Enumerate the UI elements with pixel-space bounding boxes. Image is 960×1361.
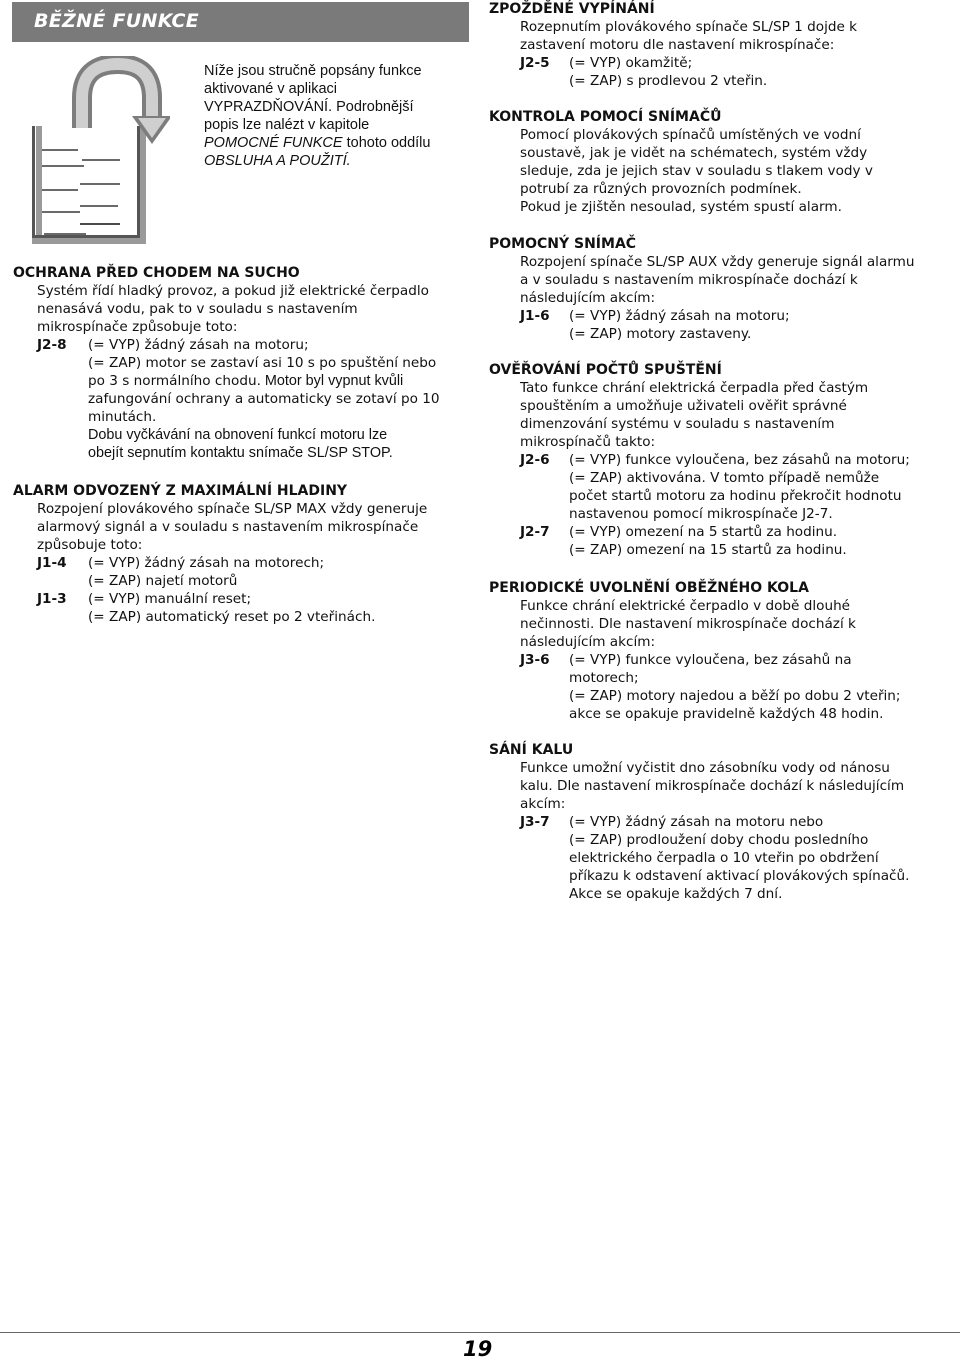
sensor-check-section: KONTROLA POMOCÍ SNÍMAČŮ Pomocí plovákových spínačů umístěných ve vodní soustavě, jak je vidět na schématech, systém vždy sleduje, zda je jejich stav v souladu s tlakem vody v potrubí za různých provozních podmínek. Pokud je zjištěn nesoulad, systém spustí alarm. bbox=[489, 108, 951, 216]
switch-code: J1-6 bbox=[520, 308, 550, 324]
max-level-title: ALARM ODVOZENÝ Z MAXIMÁLNÍ HLADINY bbox=[13, 483, 348, 499]
section-title: BĚŽNÉ FUNKCE bbox=[34, 10, 200, 32]
delayed-off-section: ZPOŽDĚNÉ VYPÍNÁNÍ Rozepnutím plovákového spínače SL/SP 1 dojde k zastavení motoru dle nastavení mikrospínače: J2-5 (= VYP) okamžitě; (= ZAP) s prodlevou 2 vteřin. bbox=[489, 0, 951, 90]
switch-code: J3-7 bbox=[520, 814, 550, 830]
impeller-title: PERIODICKÉ UVOLNĚNÍ OBĚŽNÉHO KOLA bbox=[489, 580, 809, 596]
section-header-bar bbox=[12, 2, 469, 42]
switch-code: J1-4 bbox=[37, 555, 67, 571]
start-check-section: OVĚŘOVÁNÍ POČTŮ SPUŠTĚNÍ Tato funkce chrání elektrická čerpadla před častým spouštěním a umožňuje uživateli ověřit správné dimenzování systému v souladu s nastavením mikrospínačů takto: J2-6 (= VYP) funkce vyloučena, bez zásahů na motoru; (= ZAP) aktivována. V tomto případě nemůže počet startů motoru za hodinu překročit hodnotu nastavenou pomocí mikrospínače J2-7. J2-7 (= VYP) omezení na 5 startů za hodinu. (= ZAP) omezení na 15 startů za hodinu. bbox=[489, 361, 951, 559]
switch-code: J2-8 bbox=[37, 337, 67, 353]
impeller-section: PERIODICKÉ UVOLNĚNÍ OBĚŽNÉHO KOLA Funkce chrání elektrické čerpadlo v době dlouhé nečinnosti. Dle nastavení mikrospínače dochází k následujícím akcím: J3-6 (= VYP) funkce vyloučena, bez zásahů na motorech; (= ZAP) motory najedou a běží po dobu 2 vteřin; akce se opakuje pravidelně každých 48 hodin. bbox=[489, 579, 951, 723]
aux-sensor-title: POMOCNÝ SNÍMAČ bbox=[489, 236, 637, 252]
sludge-section: SÁNÍ KALU Funkce umožní vyčistit dno zásobníku vody od nánosu kalu. Dle nastavení mikrospínače dochází k následujícím akcím: J3-7 (= VYP) žádný zásah na motoru nebo (= ZAP) prodloužení doby chodu posledního elektrického čerpadla o 10 vteřin po obdržení příkazu k odstavení aktivací plovákových spínačů. Akce se opakuje každých 7 dní. bbox=[489, 741, 951, 903]
sensor-check-title: KONTROLA POMOCÍ SNÍMAČŮ bbox=[489, 109, 722, 125]
footer-rule bbox=[0, 1332, 960, 1333]
intro-paragraph: Níže jsou stručně popsány funkce aktivované v aplikaci VYPRAZDŇOVÁNÍ. Podrobnější popis lze nalézt v kapitole POMOCNÉ FUNKCE tohoto oddílu OBSLUHA A POUŽITÍ. bbox=[204, 63, 431, 169]
switch-code: J1-3 bbox=[37, 591, 67, 607]
aux-sensor-section: POMOCNÝ SNÍMAČ Rozpojení spínače SL/SP AUX vždy generuje signál alarmu a v souladu s nastavením mikrospínače dochází k následujícím akcím: J1-6 (= VYP) žádný zásah na motoru; (= ZAP) motory zastaveny. bbox=[489, 235, 951, 343]
page-number: 19 bbox=[463, 1337, 493, 1361]
delayed-off-title: ZPOŽDĚNÉ VYPÍNÁNÍ bbox=[489, 1, 655, 17]
sludge-title: SÁNÍ KALU bbox=[489, 742, 574, 758]
switch-code: J2-6 bbox=[520, 452, 550, 468]
max-level-section: ALARM ODVOZENÝ Z MAXIMÁLNÍ HLADINY Rozpojení plovákového spínače SL/SP MAX vždy generuje alarmový signál a v souladu s nastavením mikrospínače způsobuje toto: J1-4 (= VYP) žádný zásah na motorech; (= ZAP) najetí motorů J1-3 (= VYP) manuální reset; (= ZAP) automatický reset po 2 vteřinách. bbox=[13, 482, 473, 626]
dry-run-section: OCHRANA PŘED CHODEM NA SUCHO Systém řídí hladký provoz, a pokud již elektrické čerpadlo nenasává vodu, pak to v souladu s nastavením mikrospínače způsobuje toto: J2-8 (= VYP) žádný zásah na motoru; (= ZAP) motor se zastaví asi 10 s po spuštění nebo po 3 s normálního chodu. Motor byl vypnut kvůli zafungování ochrany a automaticky se zotaví po 10 minutách. Dobu vyčkávání na obnovení funkcí motoru lze obejít sepnutím kontaktu snímače SL/SP STOP. bbox=[13, 264, 473, 462]
switch-code: J2-5 bbox=[520, 55, 550, 71]
start-check-title: OVĚŘOVÁNÍ POČTŮ SPUŠTĚNÍ bbox=[489, 362, 722, 378]
switch-code: J3-6 bbox=[520, 652, 550, 668]
tank-illustration bbox=[20, 56, 170, 246]
dry-run-title: OCHRANA PŘED CHODEM NA SUCHO bbox=[13, 265, 300, 281]
switch-code: J2-7 bbox=[520, 524, 550, 540]
